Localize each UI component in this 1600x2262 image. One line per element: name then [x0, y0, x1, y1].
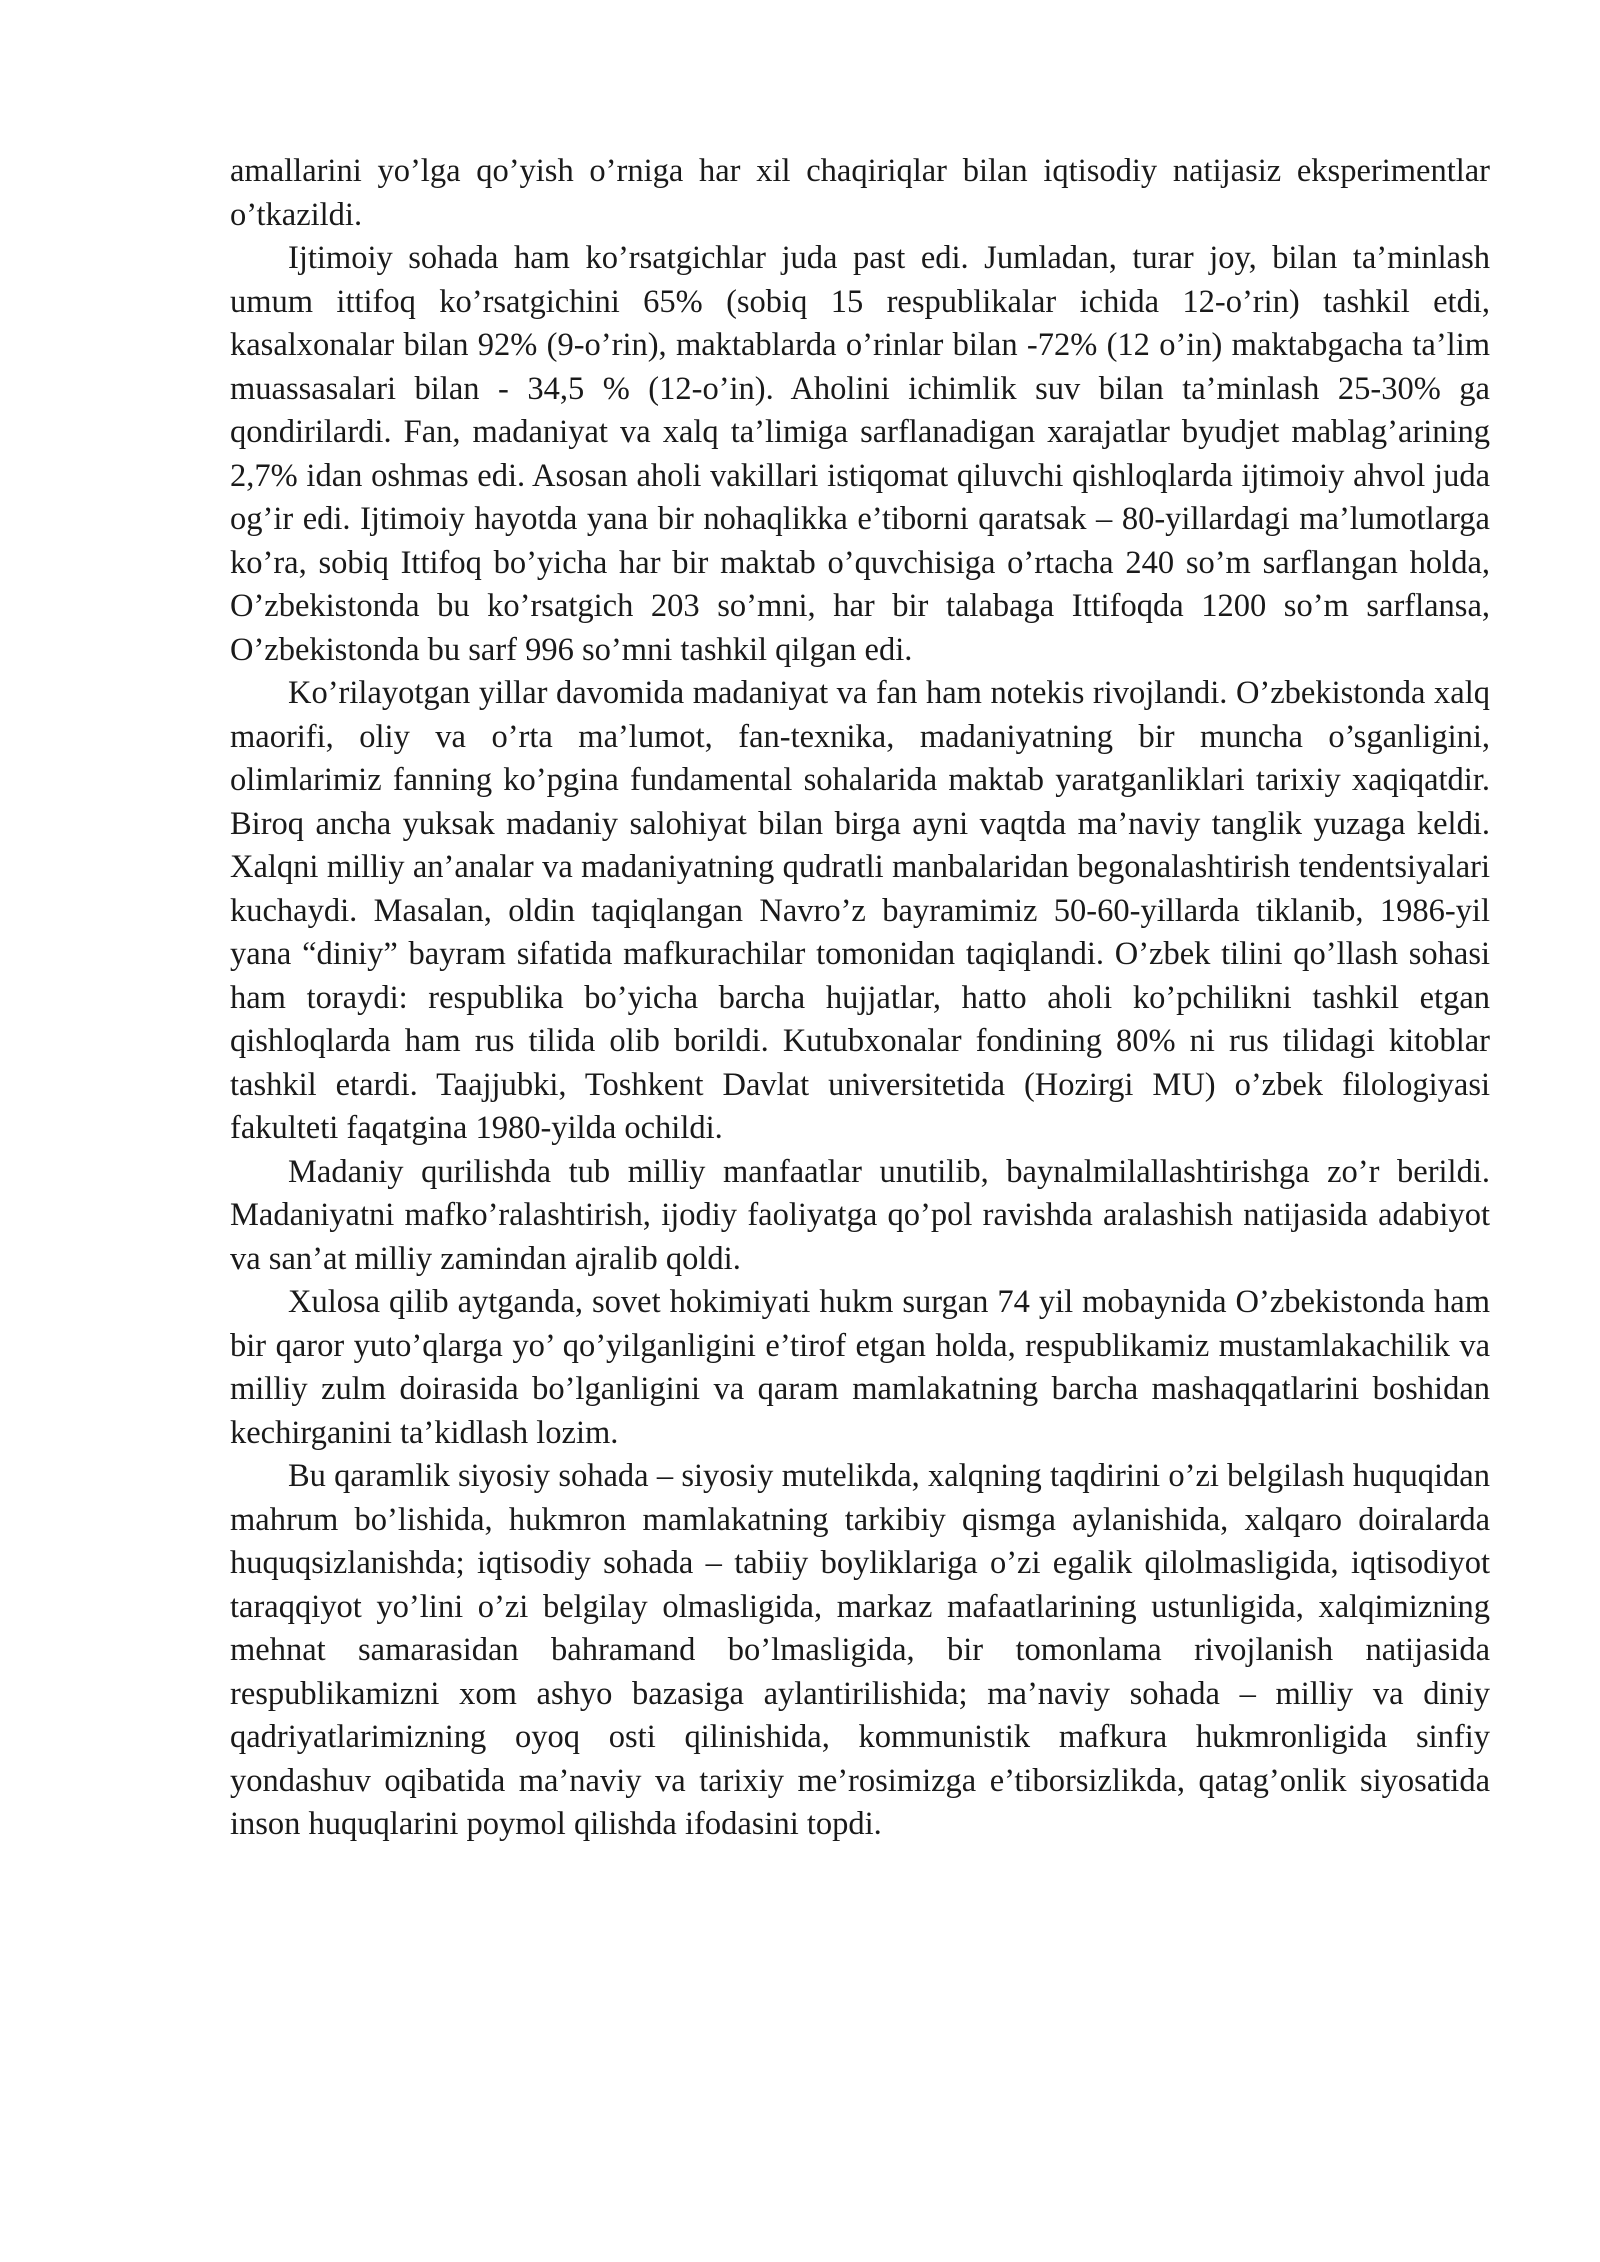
paragraph-social-sphere: Ijtimoiy sohada ham ko’rsatgichlar juda past edi. Jumladan, turar joy, bilan ta’minlash umum ittifoq ko’rsatgichini 65% (sobiq 15 respublikalar ichida 12-o’rin) tashkil etdi, kasalxonalar bilan 92% (9-o’rin), maktablarda o’rinlar bilan -72% (12 o’in) maktabgacha ta’lim muassasalari bilan - 34,5 % (12-o’in). Aholini ichimlik suv bilan ta’minlash 25-30% ga qondirilardi. Fan, madaniyat va xalq ta’limiga sarflanadigan xarajatlar byudjet mablag’arining 2,7% idan oshmas edi. Asosan aholi vakillari istiqomat qiluvchi qishloqlarda ijtimoiy ahvol juda og’ir edi. Ijtimoiy hayotda yana bir nohaqlikka e’tiborni qaratsak – 80-yillardagi ma’lumotlarga ko’ra, sobiq Ittifoq bo’yicha har bir maktab o’quvchisiga o’rtacha 240 so’m sarflangan holda, O’zbekistonda bu ko’rsatgich 203 so’mni, har bir talabaga Ittifoqda 1200 so’m sarflansa, O’zbekistonda bu sarf 996 so’mni tashkil qilgan edi. [230, 240, 1490, 668]
paragraph-conclusion: Xulosa qilib aytganda, sovet hokimiyati hukm surgan 74 yil mobaynida O’zbekistonda ham bir qaror yuto’qlarga yo’ qo’yilganligini e’tirof etgan holda, respublikamiz mustamlakachilik va milliy zulm doirasida bo’lganligini va qaram mamlakatning barcha mashaqqatlarini boshidan kechirganini ta’kidlash lozim. [230, 1284, 1490, 1451]
paragraph-dependency: Bu qaramlik siyosiy sohada – siyosiy mutelikda, xalqning taqdirini o’zi belgilash huquqidan mahrum bo’lishida, hukmron mamlakatning tarkibiy qismga aylanishida, xalqaro doiralarda huquqsizlanishda; iqtisodiy sohada – tabiiy boyliklariga o’zi egalik qilolmasligida, iqtisodiyot taraqqiyot yo’lini o’zi belgilay olmasligida, markaz mafaatlarining ustunligida, xalqimizning mehnat samarasidan bahramand bo’lmasligida, bir tomonlama rivojlanish natijasida respublikamizni xom ashyo bazasiga aylantirilishida; ma’naviy sohada – milliy va diniy qadriyatlarimizning oyoq osti qilinishida, kommunistik mafkura hukmronligida sinfiy yondashuv oqibatida ma’naviy va tarixiy me’rosimizga e’tiborsizlikda, qatag’onlik siyosatida inson huquqlarini poymol qilishda ifodasini topdi. [230, 1458, 1490, 1842]
paragraph-cultural-construction: Madaniy qurilishda tub milliy manfaatlar unutilib, baynalmilallashtirishga zo’r berildi. Madaniyatni mafko’ralashtirish, ijodiy faoliyatga qo’pol ravishda aralashish natijasida adabiyot va san’at milliy zamindan ajralib qoldi. [230, 1153, 1490, 1277]
paragraph-culture-science: Ko’rilayotgan yillar davomida madaniyat va fan ham notekis rivojlandi. O’zbekistonda xalq maorifi, oliy va o’rta ma’lumot, fan-texnika, madaniyatning bir muncha o’sganligini, olimlarimiz fanning ko’pgina fundamental sohalarida maktab yaratganliklari tarixiy xaqiqatdir. Biroq ancha yuksak madaniy salohiyat bilan birga ayni vaqtda ma’naviy tanglik yuzaga keldi. Xalqni milliy an’analar va madaniyatning qudratli manbalaridan begonalashtirish tendentsiyalari kuchaydi. Masalan, oldin taqiqlangan Navro’z bayramimiz 50-60-yillarda tiklanib, 1986-yil yana “diniy” bayram sifatida mafkurachilar tomonidan taqiqlandi. O’zbek tilini qo’llash sohasi ham toraydi: respublika bo’yicha barcha hujjatlar, hatto aholi ko’pchilikni tashkil etgan qishloqlarda ham rus tilida olib borildi. Kutubxonalar fondining 80% ni rus tilidagi kitoblar tashkil etardi. Taajjubki, Toshkent Davlat universitetida (Hozirgi MU) o’zbek filologiyasi fakulteti faqatgina 1980-yilda ochildi. [230, 675, 1490, 1146]
paragraph-continuation: amallarini yo’lga qo’yish o’rniga har xil chaqiriqlar bilan iqtisodiy natijasiz eksperimentlar o’tkazildi. [230, 153, 1490, 233]
document-page [230, 150, 1490, 1847]
